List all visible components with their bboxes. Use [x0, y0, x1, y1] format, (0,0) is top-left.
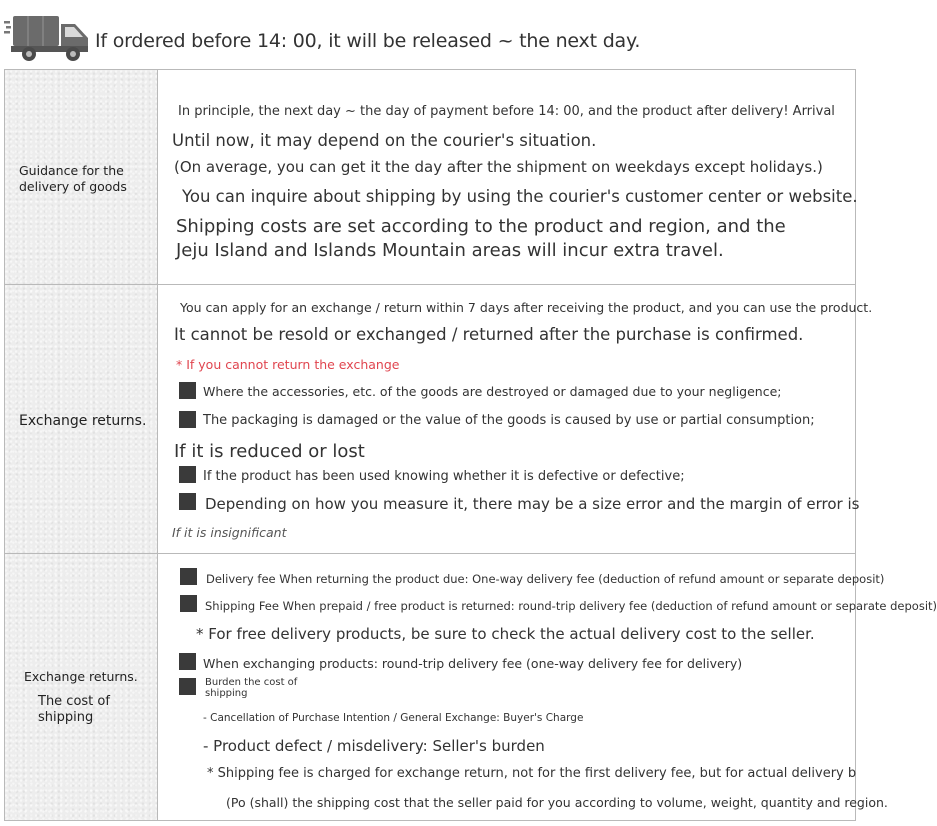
cost-cancel: - Cancellation of Purchase Intention / General Exchange: Buyer's Charge: [203, 712, 584, 724]
delivery-label: Guidance for the delivery of goods: [19, 163, 127, 194]
exchange-reduced: If it is reduced or lost: [174, 441, 365, 462]
exchange-cannot-heading: * If you cannot return the exchange: [176, 357, 400, 372]
exchange-label-cell: [5, 285, 158, 553]
cost-label-2: The cost of shipping: [38, 694, 110, 725]
cost-po-note: (Po (shall) the shipping cost that the seller paid for you according to volume, weight, quantity and region.: [226, 795, 888, 810]
cost-label-1: Exchange returns.: [24, 669, 138, 684]
delivery-line-2: Until now, it may depend on the courier's situation.: [172, 131, 597, 150]
header: [0, 0, 860, 68]
cost-content: [158, 554, 937, 820]
bullet-square-icon: [179, 653, 196, 670]
cost-defect: - Product defect / misdelivery: Seller's burden: [203, 737, 545, 755]
bullet-square-icon: [179, 382, 196, 399]
header-text: If ordered before 14: 00, it will be released ~ the next day.: [95, 30, 641, 52]
delivery-line-6: Jeju Island and Islands Mountain areas will incur extra travel.: [176, 240, 724, 261]
bullet-square-icon: [179, 493, 196, 510]
bullet-square-icon: [179, 411, 196, 428]
delivery-line-5: Shipping costs are set according to the product and region, and the: [176, 216, 786, 237]
truck-icon: [4, 12, 90, 62]
exchange-returns-row: [4, 284, 873, 554]
cost-free-note: * For free delivery products, be sure to check the actual delivery cost to the seller.: [196, 625, 815, 643]
bullet-square-icon: [180, 595, 197, 612]
delivery-line-1: In principle, the next day ~ the day of payment before 14: 00, and the product after delivery! Arrival: [178, 104, 835, 119]
exchange-item-1: Where the accessories, etc. of the goods are destroyed or damaged due to your negligence;: [203, 384, 782, 399]
delivery-guidance-row: [4, 69, 856, 285]
bullet-square-icon: [180, 568, 197, 585]
exchange-item-2: The packaging is damaged or the value of the goods is caused by use or partial consumption;: [203, 413, 815, 428]
cost-label-cell: [5, 554, 158, 820]
cost-item-3: When exchanging products: round-trip delivery fee (one-way delivery fee for delivery): [203, 656, 743, 671]
bullet-square-icon: [179, 466, 196, 483]
cost-item-2: Shipping Fee When prepaid / free product is returned: round-trip delivery fee (deduction of refund amount or separate deposit): [205, 599, 937, 613]
cost-item-1: Delivery fee When returning the product due: One-way delivery fee (deduction of refund amount or separate deposit): [206, 572, 885, 586]
exchange-content: [158, 285, 873, 553]
exchange-insignificant: If it is insignificant: [172, 525, 287, 540]
delivery-content: [158, 70, 858, 284]
shipping-info-table: [4, 69, 937, 821]
delivery-line-4: You can inquire about shipping by using the courier's customer center or website.: [182, 187, 858, 206]
cost-item-4: Burden the cost of shipping: [205, 677, 298, 699]
delivery-label-cell: [5, 70, 158, 284]
bullet-square-icon: [179, 678, 196, 695]
exchange-item-3: If the product has been used knowing whether it is defective or defective;: [203, 469, 685, 484]
exchange-confirmed: It cannot be resold or exchanged / returned after the purchase is confirmed.: [174, 325, 804, 344]
exchange-intro: You can apply for an exchange / return within 7 days after receiving the product, and you can use the product.: [180, 300, 873, 315]
exchange-label: Exchange returns.: [19, 413, 147, 429]
exchange-item-4: Depending on how you measure it, there may be a size error and the margin of error is: [205, 495, 860, 513]
delivery-line-3: (On average, you can get it the day after the shipment on weekdays except holidays.): [174, 158, 823, 176]
cost-charge-note: * Shipping fee is charged for exchange return, not for the first delivery fee, but for actual delivery b: [207, 766, 857, 781]
shipping-cost-row: [4, 553, 937, 821]
